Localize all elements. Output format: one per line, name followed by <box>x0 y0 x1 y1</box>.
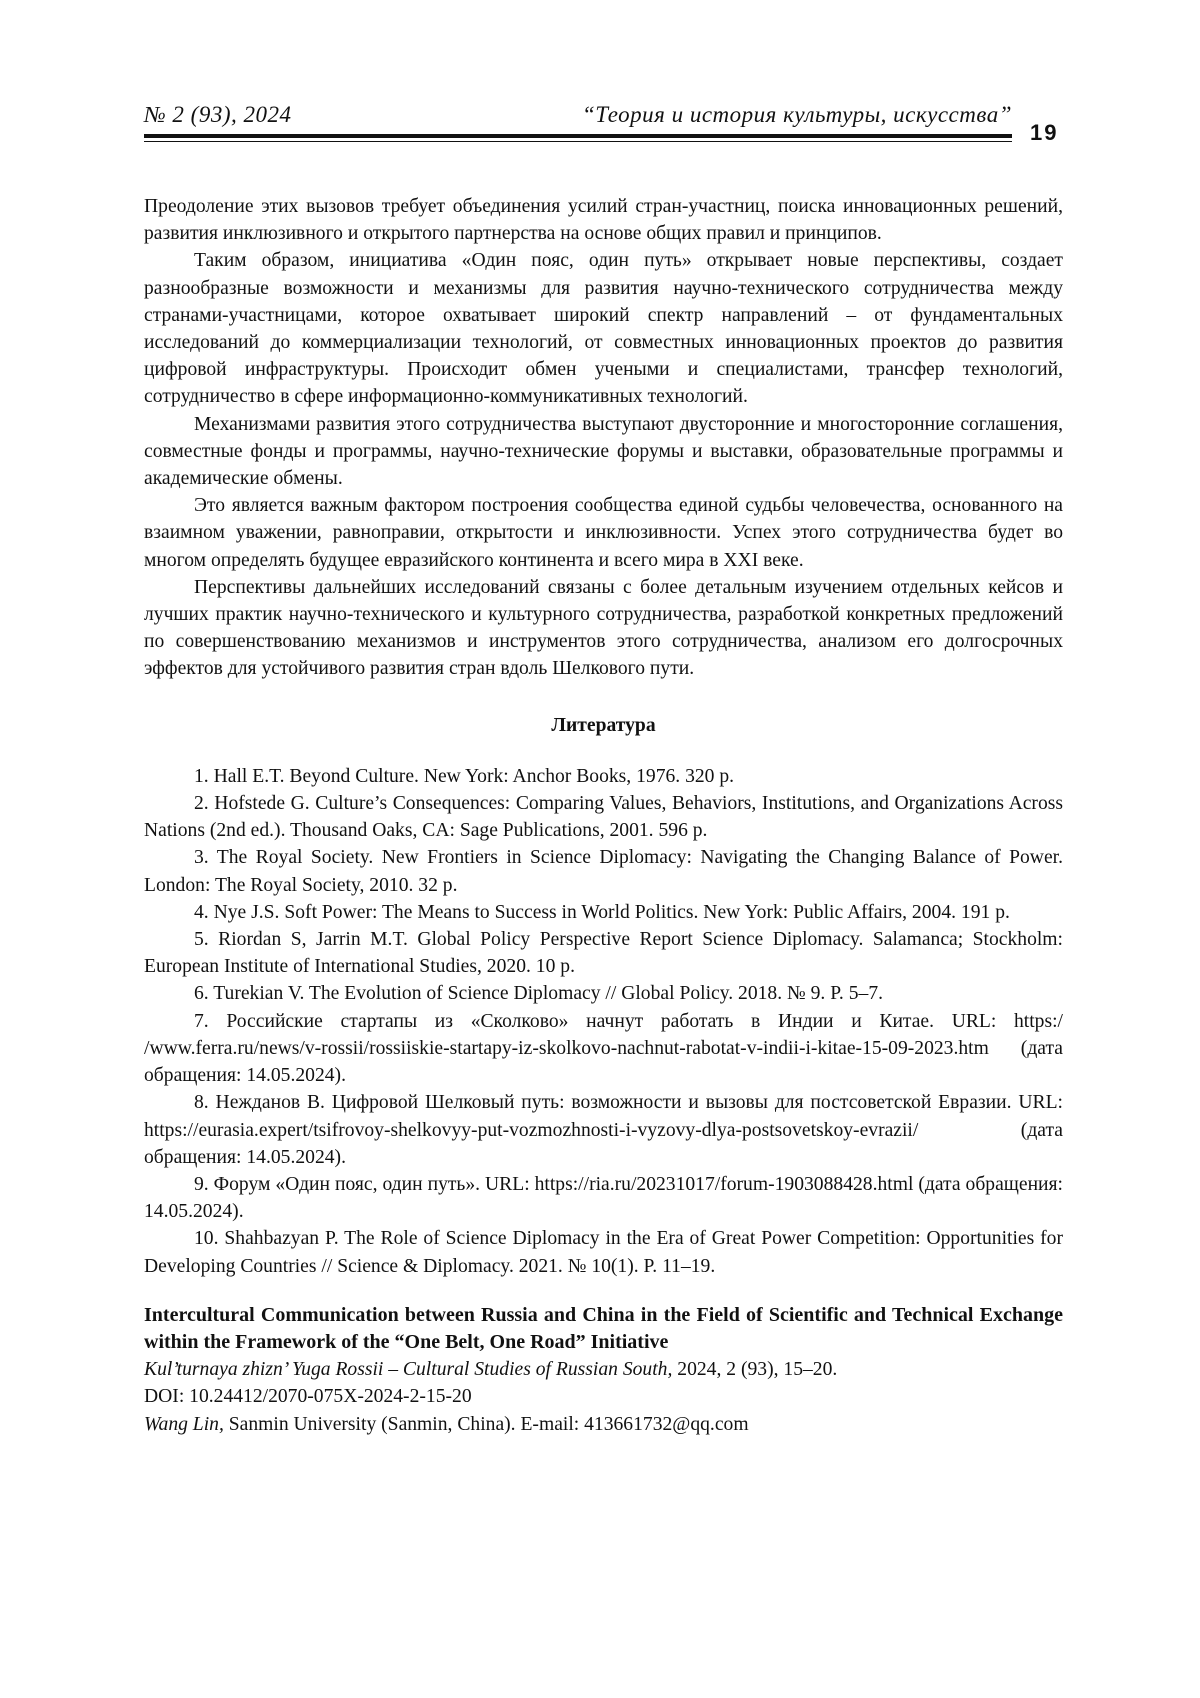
reference-item: 3. The Royal Society. New Frontiers in Science Diplomacy: Navigating the Changing Balance of Power. London: The Royal Society, 2010. 32 p. <box>144 847 1063 896</box>
english-summary <box>144 1302 1063 1438</box>
references-list <box>144 763 1063 1280</box>
author-name: Wang Lin, <box>144 1413 224 1435</box>
reference-item: 7. Российские стартапы из «Сколково» начнут работать в Индии и Китае. URL: https:/ /www.ferra.ru/news/v-rossii/rossiiskie-startapy-iz-skolkovo-nachnut-rabotat-v-indii-i-kitae-15-09-2023.htm (дата обращения: 14.05.2024). <box>144 1010 1063 1087</box>
reference-item: 5. Riordan S, Jarrin M.T. Global Policy Perspective Report Science Diplomacy. Salamanca; Stockholm: European Institute of International Studies, 2020. 10 p. <box>144 929 1063 978</box>
reference-item: 4. Nye J.S. Soft Power: The Means to Success in World Politics. New York: Public Affairs, 2004. 191 p. <box>194 901 1010 923</box>
body-paragraph: Перспективы дальнейших исследований связаны с более детальным изучением отдельных кейсов и лучших практик научно-технического и культурного сотрудничества, разработкой конкретных предложений по совершенствованию механизмов и инструментов этого сотрудничества, анализом его долгосрочных эффектов для устойчивого развития стран вдоль Шелкового пути. <box>144 576 1063 680</box>
summary-author <box>144 1411 1063 1438</box>
header-rule-thin <box>144 141 1012 142</box>
page-number: 19 <box>1030 120 1059 145</box>
reference-item: 10. Shahbazyan P. The Role of Science Diplomacy in the Era of Great Power Competition: Opportunities for Developing Countries // Science & Diplomacy. 2021. № 10(1). P. 11–19. <box>144 1228 1063 1277</box>
references-heading: Литература <box>551 714 656 736</box>
body-paragraph: Это является важным фактором построения сообщества единой судьбы человечества, основанного на взаимном уважении, равноправии, открытости и инклюзивности. Успех этого сотрудничества будет во многом определять будущее евразийского континента и всего мира в XXI веке. <box>144 495 1063 571</box>
header-rule-thick <box>144 134 1012 138</box>
body-paragraph: Таким образом, инициатива «Один пояс, один путь» открывает новые перспективы, создает разнообразные возможности и механизмы для развития научно-технического сотрудничества между странами-участницами, которое охватывает широкий спектр направлений – от фундаментальных исследований до коммерциализации технологий, от совместных инновационных проектов до развития цифровой инфраструктуры. Происходит обмен учеными и специалистами, трансфер технологий, сотрудничество в сфере информационно-коммуникативных технологий. <box>144 250 1063 408</box>
summary-doi: DOI: 10.24412/2070-075X-2024-2-15-20 <box>144 1386 472 1408</box>
reference-item: 6. Turekian V. The Evolution of Science Diplomacy // Global Policy. 2018. № 9. P. 5–7. <box>194 983 884 1005</box>
running-header <box>144 100 1012 134</box>
body-paragraph: Механизмами развития этого сотрудничества выступают двусторонние и многосторонние соглашения, совместные фонды и программы, научно-технические форумы и выставки, образовательные программы и академические обмены. <box>144 413 1063 490</box>
issue-number: № 2 (93), 2024 <box>144 102 292 127</box>
summary-journal-name: Kul’turnaya zhizn’ Yuga Rossii – Cultural Studies of Russian South, <box>144 1359 673 1381</box>
reference-item: 2. Hofstede G. Culture’s Consequences: Comparing Values, Behaviors, Institutions, and Organizations Across Nations (2nd ed.). Thousand Oaks, CA: Sage Publications, 2001. 596 p. <box>144 793 1063 842</box>
summary-journal-issue: 2024, 2 (93), 15–20. <box>672 1359 838 1381</box>
reference-item: 1. Hall E.T. Beyond Culture. New York: Anchor Books, 1976. 320 p. <box>194 765 735 787</box>
body-paragraph: Преодоление этих вызовов требует объединения усилий стран-участниц, поиска инновационных решений, развития инклюзивного и открытого партнерства на основе общих правил и принципов. <box>144 196 1063 245</box>
journal-title: “Теория и история культуры, искусства” <box>582 102 1012 127</box>
author-affiliation: Sanmin University (Sanmin, China). E-mail: 413661732@qq.com <box>223 1413 749 1435</box>
summary-journal <box>144 1356 1063 1383</box>
page-content <box>144 193 1063 1438</box>
summary-title: Intercultural Communication between Russia and China in the Field of Scientific and Technical Exchange within the Framework of the “One Belt, One Road” Initiative <box>144 1303 1063 1353</box>
reference-item: 8. Нежданов В. Цифровой Шелковый путь: возможности и вызовы для постсоветской Евразии. URL: https://eurasia.expert/tsifrovoy-shelkovyy-put-vozmozhnosti-i-vyzovy-dlya-postsovetskoy-evrazii/ (дата обращения: 14.05.2024). <box>144 1092 1063 1168</box>
reference-item: 9. Форум «Один пояс, один путь». URL: https://ria.ru/20231017/forum-1903088428.html (дата обращения: 14.05.2024). <box>144 1173 1063 1223</box>
